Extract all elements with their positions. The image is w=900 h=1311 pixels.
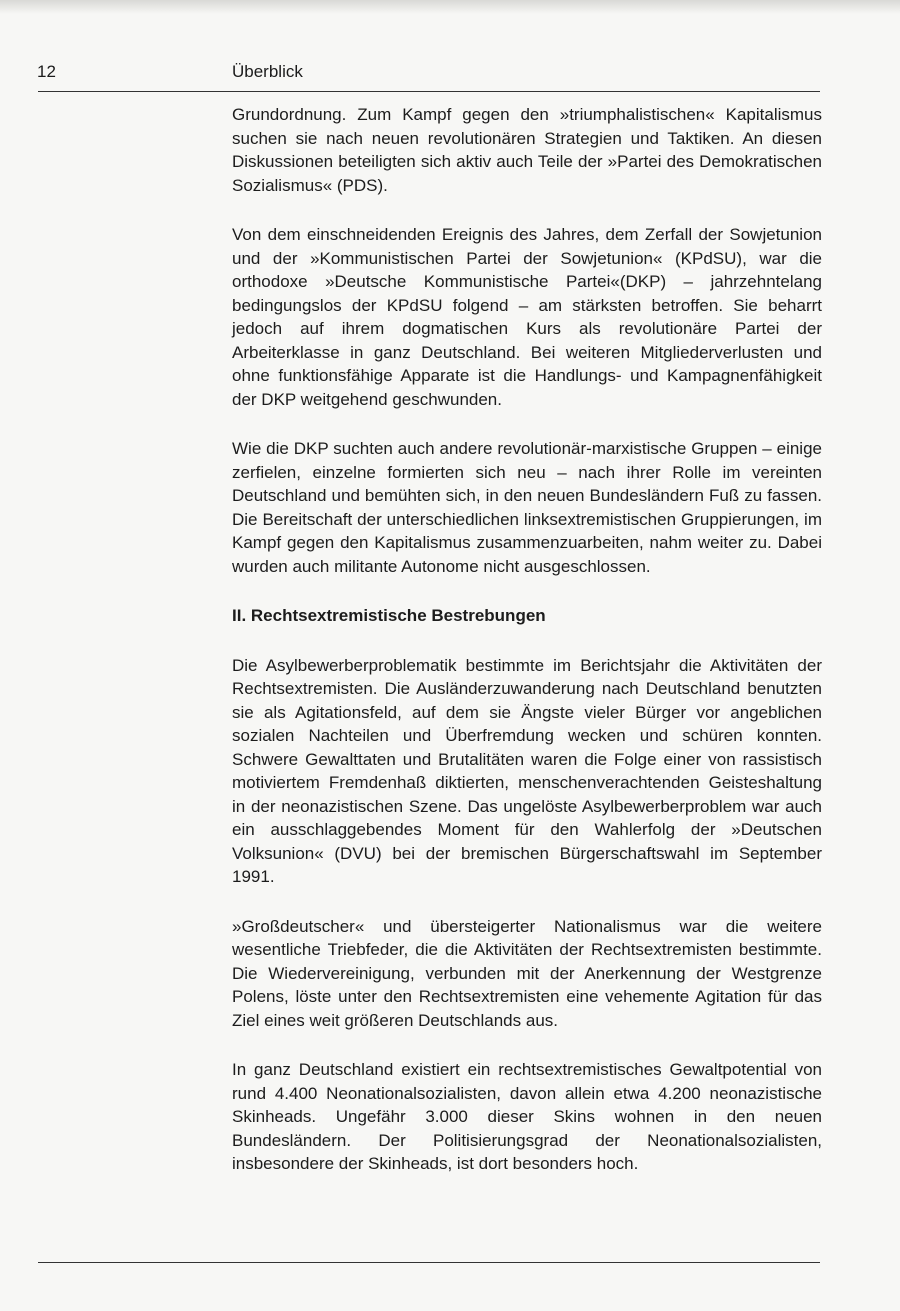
header-divider (38, 91, 820, 92)
page-number: 12 (37, 62, 56, 81)
paragraph: Wie die DKP suchten auch andere revolutionär-marxistische Gruppen – einige zerfielen, einzelne formierten sich neu – nach ihrer Rolle im vereinten Deutschland und bemühten sich, in den neuen Bundesländern Fuß zu fassen. Die Bereitschaft der unterschiedlichen linksextremistischen Gruppierungen, im Kampf gegen den Kapitalismus zusammenzuarbeiten, nahm weiter zu. Dabei wurden auch militante Autonome nicht ausgeschlossen. (232, 439, 822, 576)
page-top-shadow (0, 0, 900, 14)
running-head: Überblick (232, 62, 303, 81)
paragraph: In ganz Deutschland existiert ein rechtsextremistisches Gewaltpotential von rund 4.400 Neonationalsozialisten, davon allein etwa 4.200 neonazistische Skinheads. Ungefähr 3.000 dieser Skins wohnen in den neuen Bundesländern. Der Politisierungsgrad der Neonationalsozialisten, insbesondere der Skinheads, ist dort besonders hoch. (232, 1060, 822, 1173)
paragraph: Von dem einschneidenden Ereignis des Jahres, dem Zerfall der Sowjetunion und der »Kommunistischen Partei der Sowjetunion« (KPdSU), war die orthodoxe »Deutsche Kommunistische Partei«(DKP) – jahrzehntelang bedingungslos der KPdSU folgend – am stärksten betroffen. Sie beharrt jedoch auf ihrem dogmatischen Kurs als revolutionäre Partei der Arbeiterklasse in ganz Deutschland. Bei weiteren Mitgliederverlusten und ohne funktionsfähige Apparate ist die Handlungs- und Kampagnenfähigkeit der DKP weitgehend geschwunden. (232, 225, 822, 409)
section-heading: II. Rechtsextremistische Bestrebungen (232, 606, 546, 625)
paragraph: »Großdeutscher« und übersteigerter Nationalismus war die weitere wesentliche Triebfeder, die die Aktivitäten der Rechtsextremisten bestimmte. Die Wiedervereinigung, verbunden mit der Anerkennung der Westgrenze Polens, löste unter den Rechtsextremisten eine vehemente Agitation für das Ziel eines weit größeren Deutschlands aus. (232, 916, 822, 1030)
paragraph: Grundordnung. Zum Kampf gegen den »triumphalistischen« Kapitalismus suchen sie nach neuen revolutionären Strategien und Taktiken. An diesen Diskussionen beteiligten sich aktiv auch Teile der »Partei des Demokratischen Sozialismus« (PDS). (232, 105, 822, 195)
paragraph: Die Asylbewerberproblematik bestimmte im Berichtsjahr die Aktivitäten der Rechtsextremisten. Die Ausländerzuwanderung nach Deutschland benutzten sie als Agitationsfeld, auf dem sie Ängste vieler Bürger vor angeblichen sozialen Nachteilen und Überfremdung wecken und schüren konnten. Schwere Gewalttaten und Brutalitäten waren die Folge einer von rassistisch motiviertem Fremdenhaß diktierten, menschenverachtenden Geisteshaltung in der neonazistischen Szene. Das ungelöste Asylbewerberproblem war auch ein ausschlaggebendes Moment für den Wahlerfolg der »Deutschen Volksunion« (DVU) bei der bremischen Bürgerschaftswahl im September 1991. (232, 655, 822, 886)
page-body (232, 103, 822, 1202)
footer-divider (38, 1262, 820, 1263)
